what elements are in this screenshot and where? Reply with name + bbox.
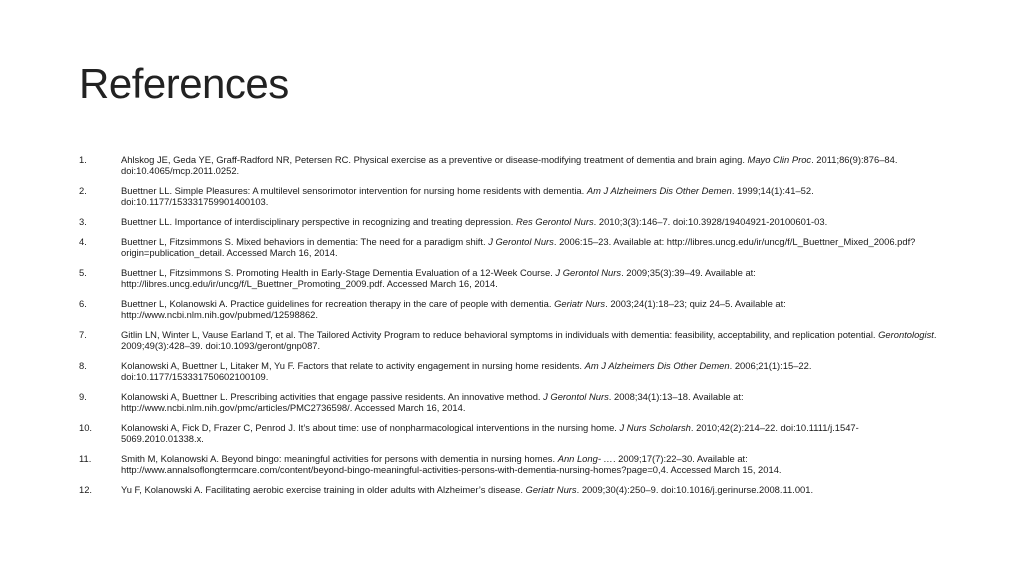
reference-number: 11. bbox=[79, 453, 92, 465]
reference-number: 7. bbox=[79, 329, 87, 341]
journal-name: Res Gerontol Nurs bbox=[516, 215, 594, 227]
list-item bbox=[79, 217, 939, 228]
list-item bbox=[79, 423, 939, 444]
list-item bbox=[79, 361, 939, 382]
list-item bbox=[79, 392, 939, 413]
reference-number: 12. bbox=[79, 484, 93, 496]
journal-name: J Gerontol Nurs bbox=[488, 236, 554, 248]
journal-name: J Nurs Scholarsh bbox=[619, 422, 691, 434]
list-item bbox=[79, 330, 939, 351]
reference-text: Yu F, Kolanowski A. Facilitating aerobic exercise training in older adults with Alzheimer’s disease. Geriatr Nurs. 2009;30(4):250–9. doi:10.1016/j.gerinurse.2008.11.001. bbox=[121, 484, 814, 496]
list-item bbox=[79, 237, 939, 258]
reference-text: Buettner L, Fitzsimmons S. Mixed behaviors in dementia: The need for a paradigm shift. J Gerontol Nurs. 2006:15–23. Available at: http://libres.uncg.edu/ir/uncg/f/L_Buettner_Mixed_2006.pdf?origin=publication_detail. Accessed March 16, 2014. bbox=[121, 236, 916, 258]
reference-text: Gitlin LN, Winter L, Vause Earland T, et al. The Tailored Activity Program to reduce behavioral symptoms in individuals with dementia: feasibility, acceptability, and replication potential. Gerontologist. 2009;49(3):428–39. doi:10.1093/geront/gnp087. bbox=[121, 329, 937, 351]
reference-number: 9. bbox=[79, 391, 87, 403]
reference-text: Kolanowski A, Fick D, Frazer C, Penrod J. It’s about time: use of nonpharmacological interventions in the nursing home. J Nurs Scholarsh. 2010;42(2):214–22. doi:10.1111/j.1547-5069.2010.01338.x. bbox=[121, 422, 859, 444]
reference-number: 6. bbox=[79, 298, 87, 310]
reference-text: Ahlskog JE, Geda YE, Graff-Radford NR, Petersen RC. Physical exercise as a preventive or disease-modifying treatment of dementia and brain aging. Mayo Clin Proc. 2011;86(9):876–84. doi:10.4065/mcp.2011.0252. bbox=[121, 154, 898, 176]
page-title: References bbox=[79, 60, 289, 107]
reference-text: Kolanowski A, Buettner L. Prescribing activities that engage passive residents. An innovative method. J Gerontol Nurs. 2008;34(1):13–18. Available at: http://www.ncbi.nlm.nih.gov/pmc/articles/PMC2736598/. Accessed March 16, 2014. bbox=[121, 391, 744, 413]
reference-text: Buettner L, Kolanowski A. Practice guidelines for recreation therapy in the care of people with dementia. Geriatr Nurs. 2003;24(1):18–23; quiz 24–5. Available at: http://www.ncbi.nlm.nih.gov/pubmed/12598862. bbox=[121, 298, 786, 320]
reference-number: 8. bbox=[79, 360, 87, 372]
list-item bbox=[79, 268, 939, 289]
list-item bbox=[79, 485, 939, 496]
reference-list bbox=[79, 155, 939, 506]
journal-name: Am J Alzheimers Dis Other Demen bbox=[586, 184, 732, 196]
list-item bbox=[79, 454, 939, 475]
reference-number: 4. bbox=[79, 236, 87, 248]
reference-number: 2. bbox=[79, 184, 87, 196]
journal-name: J Gerontol Nurs bbox=[543, 391, 609, 403]
list-item bbox=[79, 155, 939, 176]
reference-text: Buettner LL. Importance of interdisciplinary perspective in recognizing and treating depression. Res Gerontol Nurs. 2010;3(3):146–7. doi:10.3928/19404921-20100601-03. bbox=[121, 215, 828, 227]
journal-name: Geriatr Nurs bbox=[525, 484, 577, 496]
journal-name: Geriatr Nurs bbox=[554, 298, 606, 310]
journal-name: Gerontologist bbox=[878, 329, 934, 341]
reference-text: Smith M, Kolanowski A. Beyond bingo: meaningful activities for persons with dementia in nursing homes. Ann Long- …. 2009;17(7):22–30. Available at: http://www.annalsoflongtermcare.com/content/beyond-bingo-meaningful-activities-persons-with-dementia-nursing-homes?page=0,4. Accessed March 15, 2014. bbox=[121, 453, 782, 475]
reference-number: 1. bbox=[79, 154, 87, 165]
reference-text: Buettner LL. Simple Pleasures: A multilevel sensorimotor intervention for nursing home residents with dementia. Am J Alzheimers Dis Other Demen. 1999;14(1):41–52. doi:10.1177/153331759901400103. bbox=[121, 184, 814, 207]
reference-number: 3. bbox=[79, 215, 87, 227]
list-item bbox=[79, 299, 939, 320]
list-item bbox=[79, 186, 939, 207]
journal-name: J Gerontol Nurs bbox=[555, 267, 622, 279]
journal-name: Mayo Clin Proc bbox=[747, 154, 812, 165]
journal-name: Am J Alzheimers Dis Other Demen bbox=[584, 360, 730, 372]
reference-text: Kolanowski A, Buettner L, Litaker M, Yu F. Factors that relate to activity engagement in nursing home residents. Am J Alzheimers Dis Other Demen. 2006;21(1):15–22. doi:10.1177/153331750602100109. bbox=[121, 360, 812, 382]
reference-text: Buettner L, Fitzsimmons S. Promoting Health in Early-Stage Dementia Evaluation of a 12-Week Course. J Gerontol Nurs. 2009;35(3):39–49. Available at: http://libres.uncg.edu/ir/uncg/f/L_Buettner_Promoting_2009.pdf. Accessed March 16, 2014. bbox=[121, 267, 756, 289]
journal-name: Ann Long- … bbox=[557, 453, 613, 465]
reference-number: 10. bbox=[79, 422, 93, 434]
reference-number: 5. bbox=[79, 267, 87, 279]
